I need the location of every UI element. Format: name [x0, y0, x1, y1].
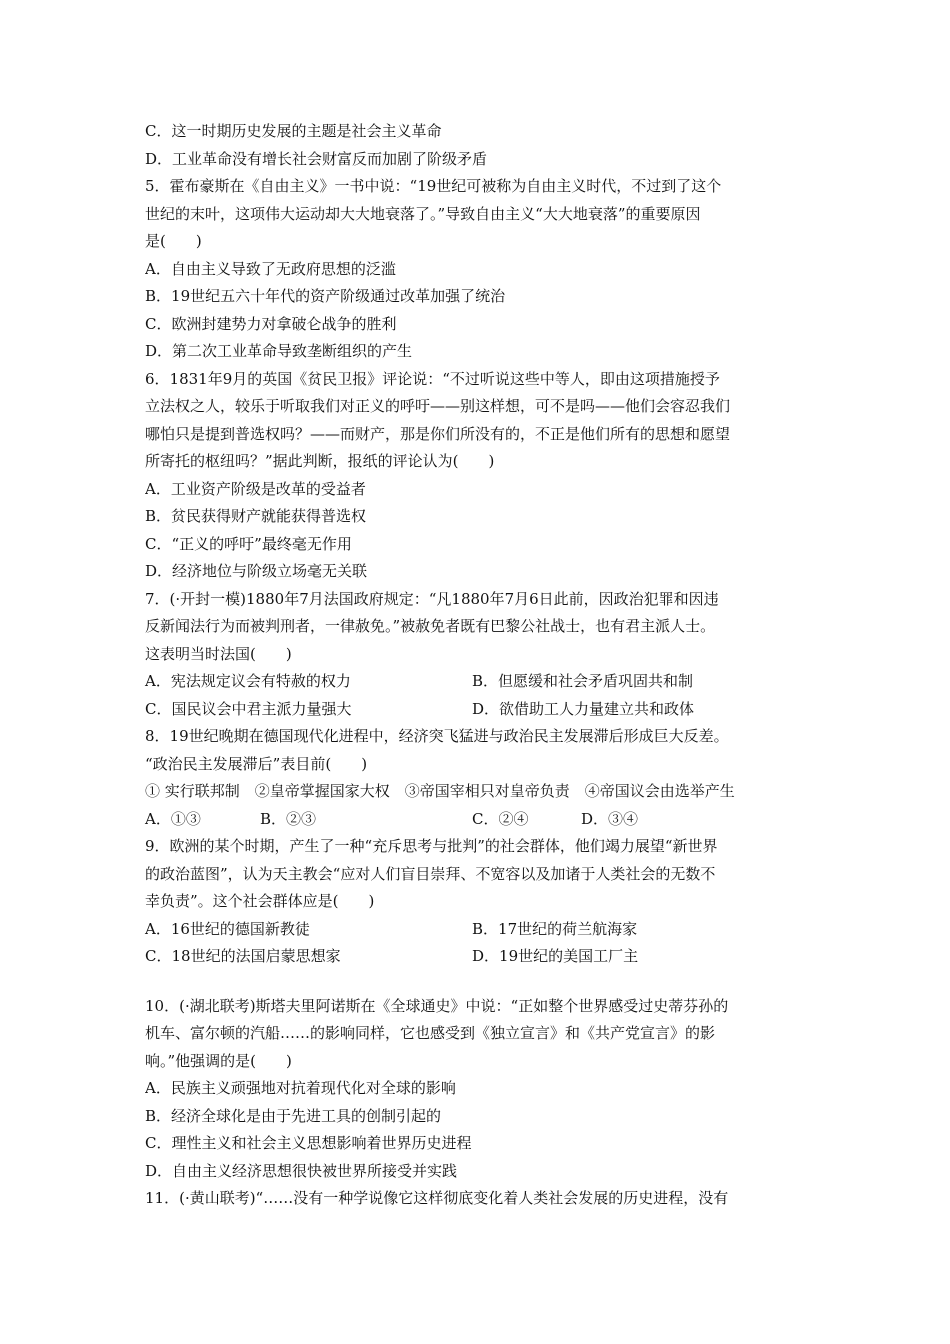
- q4-option-d: D．工业革命没有增长社会财富反而加剧了阶级矛盾: [145, 149, 488, 168]
- q8-option-b: B．②③: [260, 809, 317, 828]
- q7-option-b: B．但愿缓和社会矛盾巩固共和制: [472, 672, 694, 690]
- q9-options-row: [145, 916, 810, 944]
- q5-stem-line: 是( ): [145, 232, 202, 250]
- q11-stem-line: 11．(·黄山联考)“……没有一种学说像它这样彻底变化着人类社会发展的历史进程，没有: [145, 1189, 729, 1207]
- q10-option-d: D．自由主义经济思想很快被世界所接受并实践: [145, 1161, 458, 1180]
- q8-stem-line: “政治民主发展滞后”表目前( ): [145, 754, 368, 773]
- q9-option-a: A．16世纪的德国新教徒: [145, 919, 310, 938]
- q8-options-row: [145, 806, 810, 834]
- q7-options-row: [145, 668, 810, 696]
- q5-option-a: A．自由主义导致了无政府思想的泛滥: [145, 259, 396, 278]
- q5-option-c: C．欧洲封建势力对拿破仑战争的胜利: [145, 314, 397, 333]
- q7-stem-line: 反新闻法行为而被判刑者，一律赦免。”被赦免者既有巴黎公社战士，也有君主派人士。: [145, 617, 716, 635]
- q6-stem-line: 6．1831年9月的英国《贫民卫报》评论说：“不过听说这些中等人，即由这项措施授予: [145, 369, 720, 388]
- q5-stem-line: 世纪的末叶，这项伟大运动却大大地衰落了。”导致自由主义“大大地衰落”的重要原因: [145, 204, 701, 223]
- q9-option-b: B．17世纪的荷兰航海家: [472, 919, 638, 938]
- q6-option-a: A．工业资产阶级是改革的受益者: [145, 479, 366, 498]
- q9-option-d: D．19世纪的美国工厂主: [472, 947, 639, 965]
- q7-option-d: D．欲借助工人力量建立共和政体: [472, 699, 695, 718]
- q6-stem-line: 立法权之人，较乐于听取我们对正义的呼吁——别这样想，可不是吗——他们会容忍我们: [145, 397, 731, 415]
- q7-options-row: [145, 696, 810, 724]
- q10-stem-line: 机车、富尔顿的汽船……的影响同样，它也感受到《独立宣言》和《共产党宣言》的影: [145, 1024, 716, 1042]
- q6-stem-line: 所寄托的枢纽吗？”据此判断，报纸的评论认为( ): [145, 452, 495, 470]
- q10-stem-line: 响。”他强调的是( ): [145, 1051, 292, 1070]
- section-gap: [145, 971, 810, 993]
- q9-options-row: [145, 943, 810, 971]
- q6-option-b: B．贫民获得财产就能获得普选权: [145, 507, 367, 525]
- q5-option-b: B．19世纪五六十年代的资产阶级通过改革加强了统治: [145, 287, 506, 305]
- q5-option-d: D．第二次工业革命导致垄断组织的产生: [145, 342, 413, 360]
- q9-option-c: C．18世纪的法国启蒙思想家: [145, 947, 341, 965]
- q10-stem-line: 10．(·湖北联考)斯塔夫里阿诺斯在《全球通史》中说：“正如整个世界感受过史蒂芬孙的: [145, 996, 729, 1015]
- q8-items: ① 实行联邦制 ②皇帝掌握国家大权 ③帝国宰相只对皇帝负责 ④帝国议会由选举产生: [145, 782, 735, 800]
- q8-option-a: A．①③: [145, 809, 201, 828]
- q10-option-c: C．理性主义和社会主义思想影响着世界历史进程: [145, 1134, 472, 1152]
- q6-option-d: D．经济地位与阶级立场毫无关联: [145, 562, 368, 580]
- q9-stem-line: 幸负责”。这个社会群体应是( ): [145, 892, 375, 910]
- q9-stem-line: 9．欧洲的某个时期，产生了一种“充斥思考与批判”的社会群体，他们竭力展望“新世界: [145, 837, 718, 855]
- q7-stem-line: 这表明当时法国( ): [145, 644, 292, 663]
- q8-stem-line: 8．19世纪晚期在德国现代化进程中，经济突飞猛进与政治民主发展滞后形成巨大反差。: [145, 727, 729, 745]
- q5-stem-line: 5．霍布豪斯在《自由主义》一书中说：“19世纪可被称为自由主义时代，不过到了这个: [145, 177, 722, 195]
- q10-option-b: B．经济全球化是由于先进工具的创制引起的: [145, 1106, 442, 1125]
- q9-stem-line: 的政治蓝图”，认为天主教会“应对人们盲目崇拜、不宽容以及加诸于人类社会的无数不: [145, 864, 716, 883]
- q4-option-c: C．这一时期历史发展的主题是社会主义革命: [145, 122, 442, 140]
- q8-option-c: C．②④: [472, 809, 529, 828]
- q6-stem-line: 哪怕只是提到普选权吗？——而财产，那是你们所没有的，不正是他们所有的思想和愿望: [145, 424, 731, 443]
- q7-option-c: C．国民议会中君主派力量强大: [145, 699, 352, 718]
- q7-option-a: A．宪法规定议会有特赦的权力: [145, 672, 351, 690]
- q7-stem-line: 7．(·开封一模)1880年7月法国政府规定：“凡1880年7月6日此前，因政治犯罪和因违: [145, 589, 719, 608]
- q10-option-a: A．民族主义顽强地对抗着现代化对全球的影响: [145, 1079, 456, 1097]
- exam-page: [145, 118, 810, 1213]
- q8-option-d: D．③④: [581, 809, 639, 828]
- q6-option-c: C．“正义的呼吁”最终毫无作用: [145, 534, 352, 553]
